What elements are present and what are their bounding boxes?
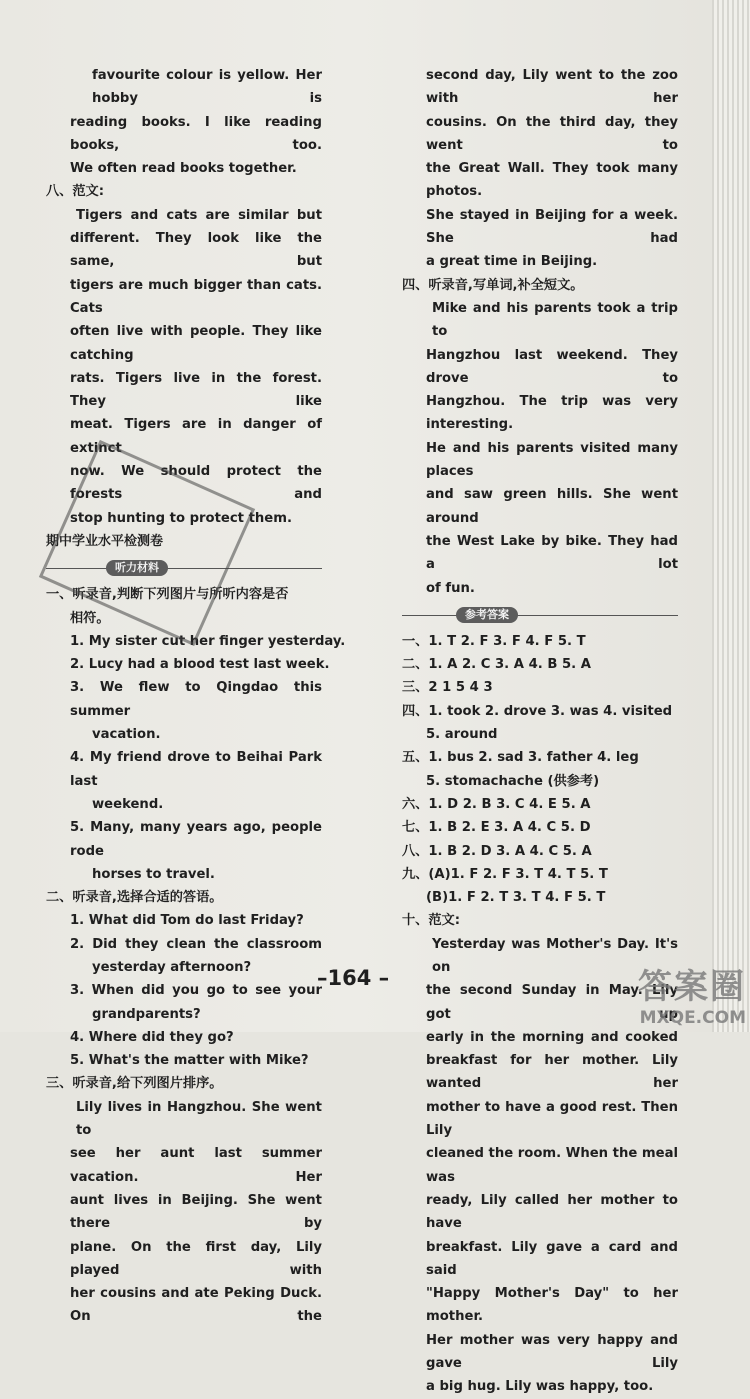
text-line: and saw green hills. She went around	[426, 487, 678, 526]
text-line: Lily lives in Hangzhou. She went to	[76, 1099, 322, 1139]
text-line: She stayed in Beijing for a week. She had	[426, 207, 678, 247]
text-line: 3. We flew to Qingdao this summer	[70, 680, 322, 719]
watermark-url: MXQE.COM	[639, 1008, 746, 1028]
text-line: rats. Tigers live in the forest. They like	[70, 370, 322, 410]
text-line: 相符。	[70, 610, 110, 626]
text-line: weekend.	[92, 796, 164, 812]
text-line: 八、范文:	[46, 184, 105, 200]
text-line: see her aunt last summer vacation. Her	[70, 1146, 322, 1185]
text-line: Yesterday was Mother's Day. It's on	[432, 936, 678, 975]
text-line: plane. On the first day, Lily played with	[70, 1239, 322, 1278]
text-line: 二、听录音,选择合适的答语。	[46, 890, 223, 906]
text-line: the West Lake by bike. They had a lot	[426, 533, 678, 573]
text-line: now. We should protect the forests and	[70, 464, 322, 503]
text-line: 二、1. A 2. C 3. A 4. B 5. A	[402, 657, 591, 673]
text-line: favourite colour is yellow. Her hobby is	[92, 68, 322, 107]
text-line: 5. What's the matter with Mike?	[70, 1053, 309, 1069]
text-line: her cousins and ate Peking Duck. On the	[70, 1286, 322, 1325]
text-line: breakfast. Lily gave a card and said	[426, 1239, 678, 1278]
text-line: 1. My sister cut her finger yesterday.	[70, 633, 346, 649]
text-line: cousins. On the third day, they went to	[426, 114, 678, 153]
text-line: 3. When did you go to see your	[70, 983, 322, 999]
text-line: 一、听录音,判断下列图片与所听内容是否	[46, 587, 289, 603]
text-line: grandparents?	[92, 1006, 201, 1022]
text-line: reading books. I like reading books, too.	[70, 114, 322, 153]
text-line: 六、1. D 2. B 3. C 4. E 5. A	[402, 796, 591, 812]
text-line: 四、听录音,写单词,补全短文。	[402, 277, 584, 293]
text-line: Hangzhou last weekend. They drove to	[426, 347, 678, 386]
text-line: vacation.	[92, 727, 161, 743]
text-line: of fun.	[426, 580, 475, 596]
left-column	[46, 64, 346, 1329]
text-line: 4. My friend drove to Beihai Park last	[70, 750, 322, 789]
section-title: 期中学业水平检测卷	[46, 533, 164, 549]
text-line: 三、2 1 5 4 3	[402, 680, 493, 696]
text-line: (B)1. F 2. T 3. T 4. F 5. T	[426, 890, 606, 906]
text-line: the second Sunday in May. Lily got up	[426, 983, 678, 1022]
text-line: yesterday afternoon?	[92, 959, 252, 975]
text-line: ready, Lily called her mother to have	[426, 1192, 678, 1232]
text-line: 5. around	[426, 727, 498, 743]
answer-key-tag: 参考答案	[456, 607, 518, 623]
text-line: second day, Lily went to the zoo with her	[426, 68, 678, 107]
text-line: 4. Where did they go?	[70, 1029, 234, 1045]
text-line: tigers are much bigger than cats. Cats	[70, 277, 322, 316]
right-column	[402, 64, 678, 1399]
text-line: "Happy Mother's Day" to her mother.	[426, 1286, 678, 1325]
text-line: cleaned the room. When the meal was	[426, 1146, 678, 1185]
text-line: Hangzhou. The trip was very interesting.	[426, 394, 678, 433]
text-line: He and his parents visited many places	[426, 440, 678, 480]
text-line: 八、1. B 2. D 3. A 4. C 5. A	[402, 843, 592, 859]
text-line: 七、1. B 2. E 3. A 4. C 5. D	[402, 820, 591, 836]
text-line: 1. What did Tom do last Friday?	[70, 913, 304, 929]
text-line: horses to travel.	[92, 866, 215, 882]
text-line: 十、范文:	[402, 913, 461, 929]
text-line: stop hunting to protect them.	[70, 510, 292, 526]
answer-key-divider	[402, 604, 678, 626]
text-line: breakfast for her mother. Lily wanted her	[426, 1053, 678, 1092]
text-line: 四、1. took 2. drove 3. was 4. visited	[402, 703, 673, 719]
text-line: Tigers and cats are similar but	[76, 207, 322, 223]
text-line: aunt lives in Beijing. She went there by	[70, 1192, 322, 1232]
text-line: different. They look like the same, but	[70, 231, 322, 270]
text-line: early in the morning and cooked	[426, 1029, 678, 1045]
text-line: 2. Did they clean the classroom	[70, 936, 322, 952]
listening-material-tag: 听力材料	[106, 560, 168, 576]
watermark-logo: 答案圈	[638, 967, 746, 1007]
text-line: a big hug. Lily was happy, too.	[426, 1379, 654, 1395]
text-line: Mike and his parents took a trip to	[432, 300, 678, 340]
text-line: mother to have a good rest. Then Lily	[426, 1099, 678, 1139]
page-edge	[712, 0, 750, 1032]
text-line: 一、1. T 2. F 3. F 4. F 5. T	[402, 633, 586, 649]
text-line: 五、1. bus 2. sad 3. father 4. leg	[402, 750, 639, 766]
watermark	[638, 959, 746, 1028]
page-number: –164 –	[317, 966, 390, 990]
text-line: 5. stomachache (供参考)	[426, 773, 600, 789]
text-line: Her mother was very happy and gave Lily	[426, 1332, 678, 1372]
text-line: a great time in Beijing.	[426, 254, 598, 270]
text-line: 九、(A)1. F 2. F 3. T 4. T 5. T	[402, 866, 608, 882]
text-line: the Great Wall. They took many photos.	[426, 161, 678, 200]
text-line: We often read books together.	[70, 161, 297, 177]
text-line: 2. Lucy had a blood test last week.	[70, 657, 330, 673]
text-line: meat. Tigers are in danger of extinct	[70, 417, 322, 456]
text-line: 5. Many, many years ago, people rode	[70, 820, 322, 859]
text-line: often live with people. They like catching	[70, 324, 322, 363]
text-line: 三、听录音,给下列图片排序。	[46, 1076, 223, 1092]
